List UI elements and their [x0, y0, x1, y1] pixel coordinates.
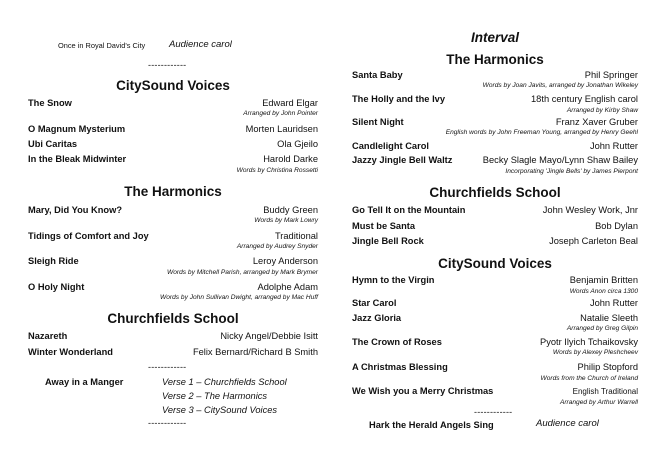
item-title: Mary, Did You Know?: [28, 205, 123, 215]
item-note: English words by John Freeman Young, arranged by Henry Geehl: [445, 129, 638, 136]
item-composer: Bob Dylan: [595, 221, 638, 231]
item-composer: Natalie Sleeth: [580, 313, 638, 323]
item-composer: Harold Darke: [263, 154, 318, 164]
item-title: Hymn to the Virgin: [352, 275, 435, 285]
item-note: Words by John Sullivan Dwight, arranged by Mac Huff: [160, 294, 318, 301]
item-composer: Becky Slagle Mayo/Lynn Shaw Bailey: [482, 155, 638, 165]
item-title: Sleigh Ride: [28, 256, 79, 266]
item-composer: Pyotr Ilyich Tchaikovsky: [540, 337, 638, 347]
item-note: Arranged by Arthur Warrell: [559, 399, 638, 406]
separator: ------------: [148, 60, 187, 70]
item-note: Words Anon circa 1300: [569, 288, 638, 295]
closing-verse: Verse 3 – CitySound Voices: [162, 405, 278, 415]
closing-verse: Verse 2 – The Harmonics: [162, 391, 268, 401]
item-note: Arranged by Audrey Snyder: [236, 243, 318, 250]
item-title: Must be Santa: [352, 221, 416, 231]
interval-heading: Interval: [470, 30, 520, 45]
item-title: Winter Wonderland: [28, 347, 113, 357]
item-title: Jazzy Jingle Bell Waltz: [352, 155, 453, 165]
item-composer: Traditional: [274, 231, 318, 241]
item-note: Words by Christina Rossetti: [236, 167, 318, 174]
item-note: Arranged by John Pointer: [243, 110, 318, 117]
item-composer: Benjamin Britten: [569, 275, 638, 285]
item-composer: Nicky Angel/Debbie Isitt: [220, 331, 318, 341]
item-title: Go Tell It on the Mountain: [352, 205, 466, 215]
item-composer: 18th century English carol: [531, 94, 638, 104]
item-title: O Magnum Mysterium: [28, 124, 126, 134]
item-composer: Joseph Carleton Beal: [549, 236, 638, 246]
item-title: Ubi Caritas: [28, 139, 78, 149]
item-title: The Crown of Roses: [352, 337, 442, 347]
item-composer: Adolphe Adam: [257, 282, 318, 292]
item-composer: Ola Gjeilo: [277, 139, 318, 149]
item-note: Words by Mitchell Parish, arranged by Mark Brymer: [167, 269, 318, 276]
item-title: Silent Night: [352, 117, 404, 127]
separator: ------------: [148, 362, 187, 372]
item-composer: Felix Bernard/Richard B Smith: [192, 347, 318, 357]
item-title: Star Carol: [352, 298, 397, 308]
item-composer: Leroy Anderson: [252, 256, 318, 266]
item-composer: Buddy Green: [263, 205, 318, 215]
section-heading: CitySound Voices: [438, 256, 552, 271]
item-title: A Christmas Blessing: [352, 362, 448, 372]
item-title: Santa Baby: [352, 70, 403, 80]
section-heading: Churchfields School: [429, 185, 561, 200]
section-heading: CitySound Voices: [116, 78, 230, 93]
closing-verse: Verse 1 – Churchfields School: [162, 377, 287, 387]
item-note: Incorporating 'Jingle Bells' by James Pierpont: [505, 168, 638, 175]
closing-title: Away in a Manger: [45, 377, 124, 387]
opening-title: Once in Royal David's City: [58, 41, 146, 50]
closing-performer: Audience carol: [536, 418, 599, 429]
item-note: Arranged by Greg Gilpin: [566, 325, 638, 332]
item-composer: Phil Springer: [584, 70, 638, 80]
section-heading: The Harmonics: [124, 184, 222, 199]
item-composer: Edward Elgar: [262, 98, 318, 108]
item-note: Words by Alexey Pleshcheev: [552, 349, 638, 356]
item-composer: English Traditional: [572, 387, 638, 396]
item-title: The Snow: [28, 98, 72, 108]
item-title: Nazareth: [28, 331, 68, 341]
item-title: Candlelight Carol: [352, 141, 429, 151]
separator: ------------: [474, 407, 513, 417]
item-title: O Holy Night: [28, 282, 85, 292]
item-composer: John Rutter: [589, 141, 638, 151]
item-title: Tidings of Comfort and Joy: [28, 231, 149, 241]
section-heading: Churchfields School: [107, 311, 239, 326]
item-title: Jingle Bell Rock: [352, 236, 424, 246]
section-heading: The Harmonics: [446, 52, 544, 67]
item-note: Words by Joan Javits, arranged by Jonathan Wikeley: [482, 82, 638, 89]
opening-performer: Audience carol: [169, 39, 232, 50]
item-composer: Philip Stopford: [577, 362, 638, 372]
item-title: The Holly and the Ivy: [352, 94, 445, 104]
item-composer: Morten Lauridsen: [245, 124, 318, 134]
item-note: Words from the Church of Ireland: [540, 375, 638, 382]
closing-title: Hark the Herald Angels Sing: [369, 420, 494, 430]
separator: ------------: [148, 418, 187, 428]
item-composer: Franz Xaver Gruber: [555, 117, 638, 127]
item-title: We Wish you a Merry Christmas: [352, 386, 494, 396]
item-note: Words by Mark Lowry: [254, 217, 318, 224]
item-title: Jazz Gloria: [352, 313, 402, 323]
item-title: In the Bleak Midwinter: [28, 154, 127, 164]
item-composer: John Wesley Work, Jnr: [542, 205, 638, 215]
item-composer: John Rutter: [589, 298, 638, 308]
item-note: Arranged by Kirby Shaw: [566, 107, 638, 114]
